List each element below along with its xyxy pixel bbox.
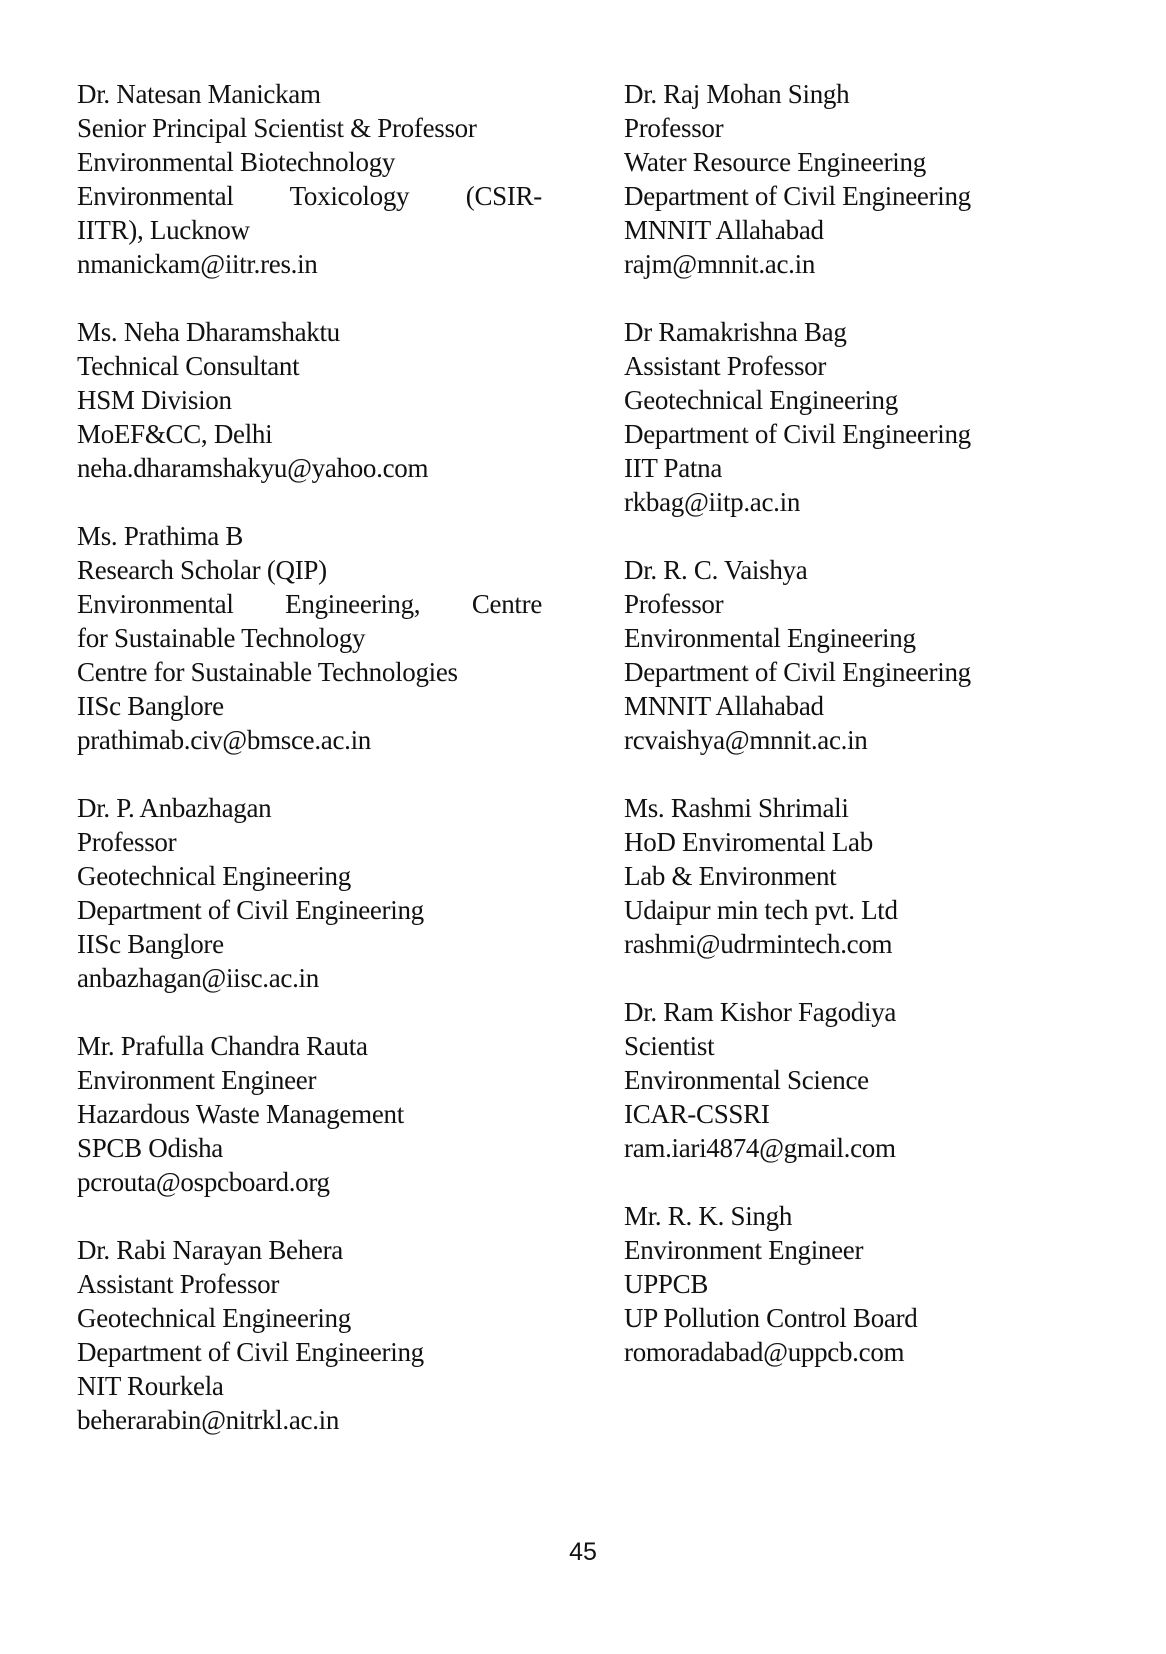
contact-entry xyxy=(77,315,542,485)
contact-entry xyxy=(77,1233,542,1437)
contact-name: Dr. R. C. Vaishya xyxy=(624,555,808,585)
contact-department: HSM Division xyxy=(77,385,232,415)
contact-department: UPPCB xyxy=(624,1269,709,1299)
contact-name: Ms. Rashmi Shrimali xyxy=(624,793,849,823)
contact-location: MNNIT Allahabad xyxy=(624,691,824,721)
contact-email: rashmi@udrmintech.com xyxy=(624,929,893,959)
contact-entry xyxy=(77,77,542,281)
contact-email: romoradabad@uppcb.com xyxy=(624,1337,905,1367)
contact-institution: Department of Civil Engineering xyxy=(624,657,971,687)
contact-email: beherarabin@nitrkl.ac.in xyxy=(77,1405,340,1435)
contact-institution: Udaipur min tech pvt. Ltd xyxy=(624,895,898,925)
contact-entry xyxy=(624,315,1054,519)
contact-email: nmanickam@iitr.res.in xyxy=(77,249,318,279)
contact-email: neha.dharamshakyu@yahoo.com xyxy=(77,453,429,483)
contact-designation: Professor xyxy=(624,113,724,143)
page-number: 45 xyxy=(569,1538,597,1566)
contact-department: Hazardous Waste Management xyxy=(77,1099,404,1129)
contact-designation: HoD Enviromental Lab xyxy=(624,827,873,857)
left-column xyxy=(77,77,542,1471)
contact-name: Dr. Raj Mohan Singh xyxy=(624,79,850,109)
contact-email: pcrouta@ospcboard.org xyxy=(77,1167,330,1197)
contact-entry xyxy=(624,1199,1054,1369)
right-column xyxy=(624,77,1054,1403)
contact-institution: Centre for Sustainable Technologies xyxy=(77,657,458,687)
contact-name: Dr. Natesan Manickam xyxy=(77,79,321,109)
contact-email: rcvaishya@mnnit.ac.in xyxy=(624,725,868,755)
contact-department: Environmental Biotechnology xyxy=(77,147,396,177)
contact-department-continued: for Sustainable Technology xyxy=(77,623,366,653)
contact-designation: Assistant Professor xyxy=(624,351,827,381)
contact-department: Environmental Engineering xyxy=(624,623,916,653)
contact-name: Mr. Prafulla Chandra Rauta xyxy=(77,1031,368,1061)
contact-location: MNNIT Allahabad xyxy=(624,215,824,245)
contact-department: Lab & Environment xyxy=(624,861,837,891)
contact-location: IIT Patna xyxy=(624,453,723,483)
contact-designation: Senior Principal Scientist & Professor xyxy=(77,113,477,143)
contact-designation: Environment Engineer xyxy=(77,1065,317,1095)
contact-designation: Environment Engineer xyxy=(624,1235,864,1265)
contact-designation: Technical Consultant xyxy=(77,351,300,381)
contact-name: Ms. Neha Dharamshaktu xyxy=(77,317,340,347)
contact-location: IISc Banglore xyxy=(77,929,224,959)
contact-institution: Department of Civil Engineering xyxy=(624,181,971,211)
contact-entry xyxy=(624,77,1054,281)
contact-name: Mr. R. K. Singh xyxy=(624,1201,793,1231)
contact-email: ram.iari4874@gmail.com xyxy=(624,1133,896,1163)
contact-institution: Department of Civil Engineering xyxy=(77,895,424,925)
contact-institution: SPCB Odisha xyxy=(77,1133,223,1163)
contact-department: Geotechnical Engineering xyxy=(77,1303,351,1333)
contact-designation: Professor xyxy=(624,589,724,619)
contact-name: Dr. Rabi Narayan Behera xyxy=(77,1235,343,1265)
contact-department: Water Resource Engineering xyxy=(624,147,926,177)
contact-entry xyxy=(77,791,542,995)
contact-department: Environmental Science xyxy=(624,1065,869,1095)
contact-email: anbazhagan@iisc.ac.in xyxy=(77,963,319,993)
contact-name: Dr. Ram Kishor Fagodiya xyxy=(624,997,897,1027)
contact-email: rajm@mnnit.ac.in xyxy=(624,249,816,279)
contact-department: Geotechnical Engineering xyxy=(77,861,351,891)
contact-name: Ms. Prathima B xyxy=(77,521,244,551)
contact-institution: Department of Civil Engineering xyxy=(77,1337,424,1367)
contact-entry xyxy=(77,519,542,757)
contact-location: IISc Banglore xyxy=(77,691,224,721)
contact-department: Geotechnical Engineering xyxy=(624,385,898,415)
contact-designation: Scientist xyxy=(624,1031,715,1061)
contact-institution: UP Pollution Control Board xyxy=(624,1303,918,1333)
contact-designation: Professor xyxy=(77,827,177,857)
contact-entry xyxy=(624,995,1054,1165)
contact-institution: Department of Civil Engineering xyxy=(624,419,971,449)
contact-institution: Environmental Toxicology (CSIR- xyxy=(77,181,542,211)
contact-email: rkbag@iitp.ac.in xyxy=(624,487,801,517)
contact-name: Dr. P. Anbazhagan xyxy=(77,793,272,823)
contact-entry xyxy=(77,1029,542,1199)
contact-designation: Research Scholar (QIP) xyxy=(77,555,327,585)
contact-email: prathimab.civ@bmsce.ac.in xyxy=(77,725,372,755)
contact-entry xyxy=(624,553,1054,757)
contact-institution: ICAR-CSSRI xyxy=(624,1099,770,1129)
contact-department: Environmental Engineering, Centre xyxy=(77,589,542,619)
contact-institution: MoEF&CC, Delhi xyxy=(77,419,273,449)
contact-location: NIT Rourkela xyxy=(77,1371,224,1401)
contact-designation: Assistant Professor xyxy=(77,1269,280,1299)
contact-location: IITR), Lucknow xyxy=(77,215,250,245)
contact-entry xyxy=(624,791,1054,961)
contact-name: Dr Ramakrishna Bag xyxy=(624,317,847,347)
